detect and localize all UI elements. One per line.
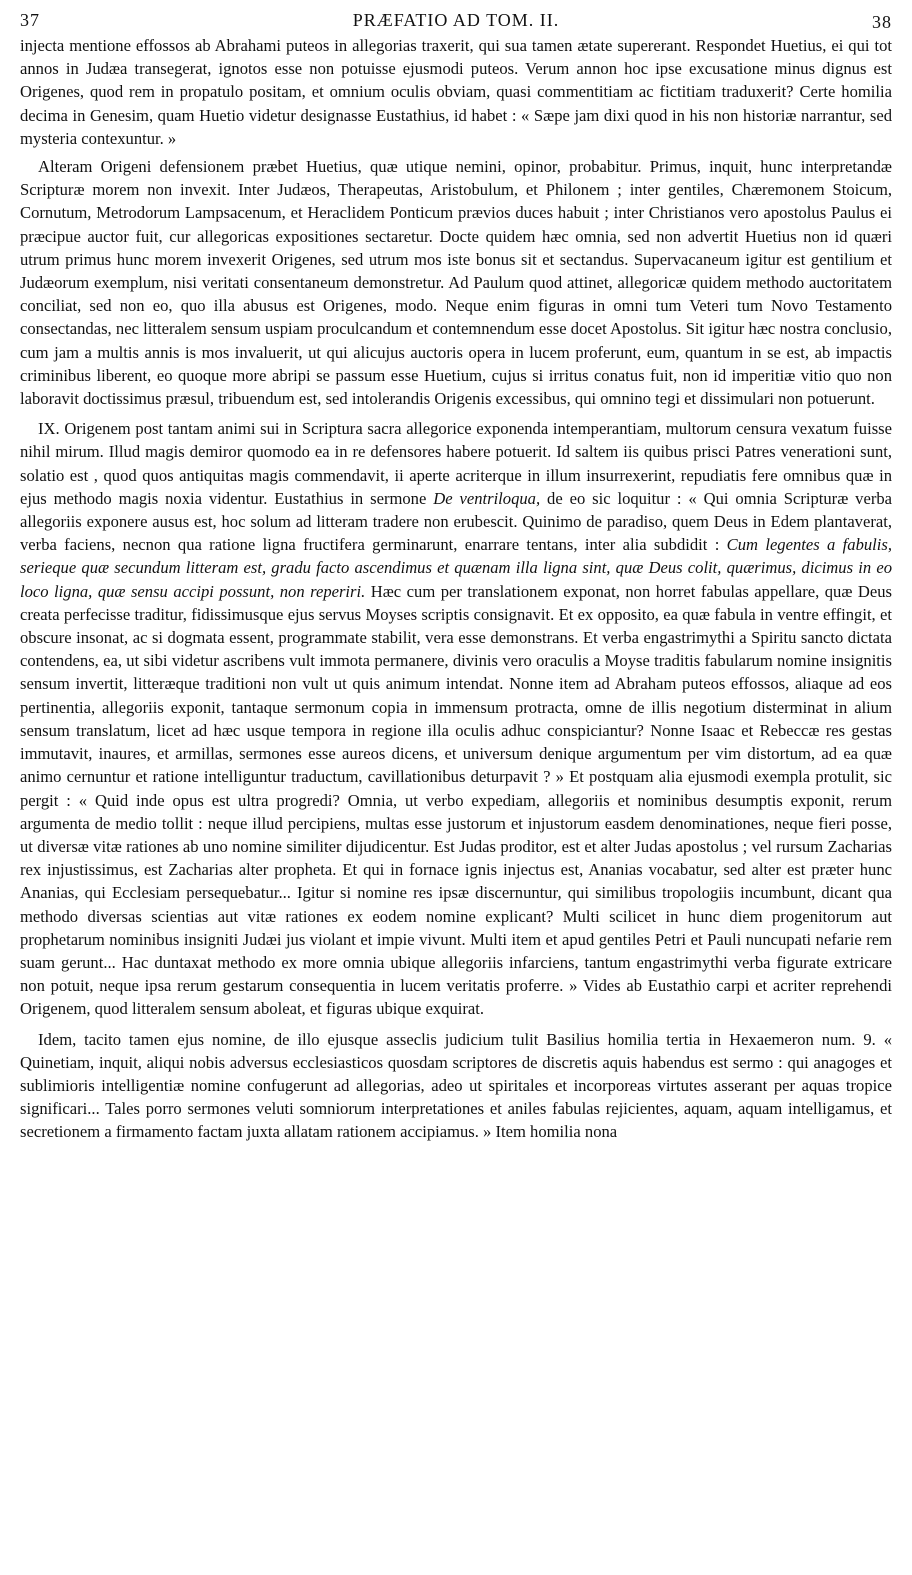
text-run: de eo sic loquitur : « Qui omnia Scripturæ verba allegoriis exponere ausus est, hoc solum ad litteram tradere non erubescit. Quinimo de paradiso, quem Deus in Edem plantaverat, verba faciens, necnon qua ratione ligna fructifera germinarunt, enarrare tentans, inter alia subdidit : <box>20 488 893 555</box>
page-number-left: 37 <box>20 10 40 30</box>
running-title: PRÆFATIO AD TOM. II. <box>352 10 560 30</box>
running-header <box>20 8 892 34</box>
text-run: Alteram Origeni defensionem præbet Huetius, quæ utique nemini, opinor, probabitur. Primus, inquit, hunc interpretandæ Scripturæ morem non invexit. Inter Judæos, Therapeutas, Aristobulum, et Philonem ; inter gentiles, Chæremonem Stoicum, Cornutum, Metrodorum Lampsacenum, et Heraclidem Ponticum prævios duces habuit ; inter Christianos vero apostolus Paulus ei præcipue auctor fuit, cur allegoricas expositiones sectaretur. Docte quidem hæc omnia, sed non advertit Huetius non id quæri utrum primus hunc morem invexerit Origenes, sed utrum mos iste bonus sit et sectandus. Supervacaneum igitur est gentilium et Judæorum exemplum, nisi veritati consentaneum demonstretur. Ad Paulum quod attinet, allegoricæ quidem methodo auctoritatem conciliat, sed non eo, quo illa abusus est Origenes, modo. Neque enim figuras in omni tum Veteri tum Novo Testamento consectandas, nec litteralem sensum uspiam proculcandum et contemnendum esse docet Apostolus. Sit igitur hæc nostra conclusio, cum jam a multis annis is mos invaluerit, ut qui alicujus auctoris opera in lucem proferunt, eum, quantum in se est, ab impactis criminibus liberent, eo quoque more abripi se passum esse Huetium, cujus si irritus conatus fuit, non id imperitiæ vitio quo non laboravit doctissimus præsul, tribuendum est, sed intolerandis Origenis excessibus, qui omnino tegi et dissimulari non potuerunt. <box>20 157 892 409</box>
page-number-right: 38 <box>872 12 892 32</box>
paragraph-continuation <box>20 34 892 150</box>
italic-quotation-run: Cum legentes a fabulis, serieque quæ secundum litteram est, gradu facto ascendimus et quænam illa ligna sint, quæ Deus colit, quærimus, dicimus in eo loco ligna, quæ sensu accipi possunt, non reperiri. <box>20 535 892 601</box>
text-run: injecta mentione effossos ab Abrahami puteos in allegorias traxerit, qui sua tamen ætate supererant. Respondet Huetius, ei qui tot annos in Judæa transegerat, ignotos esse non potuisse ejusmodi puteos. Verum annon hoc ipse excusatione minus dignus est Origenes, quod rem in propatulo positam, et omnium oculis obviam, quasi commentitiam ac fictitiam traduxerit? Certe homilia decima in Genesim, quam Huetio videtur designasse Eustathius, id habet : « Sæpe jam dixi quod in his non historiæ narrantur, sed mysteria contexuntur. » <box>20 36 892 148</box>
paragraph-huetius-defense <box>20 155 892 410</box>
body-text <box>20 34 892 1144</box>
text-run: Idem, tacito tamen ejus nomine, de illo ejusque asseclis judicium tulit Basilius homilia tertia in Hexaemeron num. 9. « Quinetiam, inquit, aliqui nobis adversus ecclesiasticos quosdam scriptores de discretis aquis habendus est sermo : qui anagoges et sublimioris intelligentiæ nomine confugerunt ad allegorias, adeo ut spiritales et incorporeas virtutes asserant per aquas tropice significari... Tales porro sermones veluti somniorum interpretationes et aniles fabulas rejicientes, aquam, aquam intelligamus, et secretionem a firmamento factam juxta allatam rationem accipiamus. » Item homilia nona <box>20 1029 892 1142</box>
italic-title-run: De ventriloqua, <box>433 488 541 508</box>
paragraph-basilius <box>20 1028 892 1144</box>
text-run: IX. Origenem post tantam animi sui in Scriptura sacra allegorice exponenda intemperantiam, multorum censura vexatum fuisse nihil mirum. Illud magis demiror quomodo ea in re defensores habere potuerit. Id saltem iis quibus prisci Patres venerationi sunt, solatio est , quod quos antiquitas magis commendavit, ii aperte acriterque in illum insurrexerint, repudiatis fere omnibus quæ in ejus methodo magis noxia videntur. Eustathius in sermone <box>20 419 892 508</box>
text-run: Hæc cum per translationem exponat, non horret fabulas appellare, quæ Deus creata perfecisse traditur, fidissimusque ejus servus Moyses scriptis consignavit. Et ex opposito, ea quæ fabula in ventre effingit, et obscure insonat, ac si dogmata essent, programmate stabilit, vera esse demonstrans. Et verba engastrimythi a Spiritu sancto dictata contendens, ea, ut sibi videtur ascribens vult immota permanere, divinis vero oraculis a Moyse traditis fabularum nomine insignitis sensum invertit, litteræque traditioni non vult ut quis animum intendat. Nonne item ad Abraham puteos effossos, aliaque ad eos pertinentia, allegoriis exponit, tantaque sermonum copia in immensum protracta, omne de illis negotium disterminat in alium sensum translatum, licet ad hæc usque tempora in regione illa oculis adhuc conspiciantur? Nonne Isaac et Rebeccæ res gestas immutavit, inaures, et armillas, sermones esse aureos dicens, et universum denique argumentum per vim distortum, ad ea quæ animo cernuntur et ratione intelliguntur traductum, cavillationibus deturpavit ? » Et postquam alia ejusmodi exempla protulit, sic pergit : « Quid inde opus est ultra progredi? Omnia, ut verbo expediam, allegoriis et nominibus desumptis exponit, rerum argumenta de medio tollit : neque illud percipiens, multas esse justorum et injustorum easdem denominationes, neque fieri posse, ut diversæ vitæ rationes ab uno nomine similiter dijudicentur. Est Judas proditor, est et alter Judas apostolus ; vel rursum Zacharias rex injustissimus, est Zacharias alter propheta. Et qui in fornace ignis injectus est, Ananias vocabatur, sed alter est præter hunc Ananias, qui Ecclesiam persequebatur... Igitur si nomine res ipsæ discernuntur, qui similibus tropologiis incumbunt, dicant qua methodo diversas scientias aut vitæ rationes ex eodem nomine explicant? Multi scilicet in hunc diem progenitorum aut prophetarum nominibus insigniti Judæi jus violant et impie vivunt. Multi item et apud gentiles Petri et Pauli nuncupati nefarie rem suam gerunt... Hac duntaxat methodo ex more omnia ubique allegoriis infarciens, tantum engastrimythi verba figurate extricare non potuit, neque ipsa rerum gestarum consequentia in lucem veritatis proferre. » Vides ab Eustathio carpi et acriter reprehendi Origenem, quod litteralem sensum aboleat, et figuras ubique exquirat. <box>20 581 892 1019</box>
paragraph-section-ix <box>20 417 892 1020</box>
